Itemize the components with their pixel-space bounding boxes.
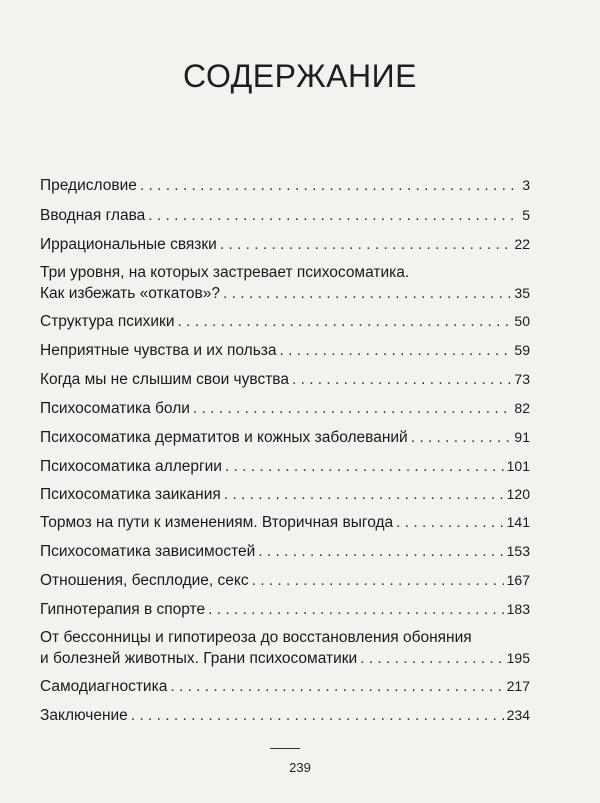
toc-entry	[40, 205, 530, 226]
toc-entry-title-continued: и болезней животных. Грани психосоматики	[40, 650, 358, 667]
leader-dots	[411, 428, 512, 448]
toc-entry	[40, 175, 530, 196]
leader-dots	[193, 399, 512, 419]
toc-entry	[40, 369, 530, 390]
leader-dots	[360, 649, 503, 669]
toc-entry	[40, 599, 530, 620]
toc-entry-title: Гипнотерапия в спорте	[40, 601, 206, 618]
leader-dots	[252, 571, 504, 591]
toc-entry-page: 141	[506, 514, 530, 530]
toc-entry-page: 195	[506, 650, 530, 666]
toc-entry-title-continued: Как избежать «откатов»?	[40, 285, 221, 302]
toc-entry-page: 3	[522, 177, 530, 193]
toc-entry-page: 59	[514, 342, 530, 358]
leader-dots	[170, 677, 503, 697]
toc-entry-title: Психосоматика дерматитов и кожных заболеваний	[40, 429, 408, 446]
toc-entry-title: Иррациональные связки	[40, 236, 217, 253]
toc-entry	[40, 676, 530, 697]
toc-entry	[40, 570, 530, 591]
toc-entry	[40, 484, 530, 505]
toc-entry-page: 120	[506, 486, 530, 502]
toc-entry-page: 217	[506, 678, 530, 694]
leader-dots	[224, 485, 504, 505]
toc-entry-page: 153	[506, 543, 530, 559]
toc-entry-page: 73	[514, 371, 530, 387]
toc-entry-title: Самодиагностика	[40, 678, 168, 695]
toc-entry-title: Психосоматика зависимостей	[40, 543, 256, 560]
toc-entry	[40, 234, 530, 255]
toc-entry-page: 91	[514, 429, 530, 445]
toc-entry-title: Три уровня, на которых застревает психосоматика.	[40, 264, 410, 281]
toc-entry-page: 22	[514, 236, 530, 252]
toc-entry-title: Психосоматика заикания	[40, 486, 221, 503]
leader-dots	[292, 370, 511, 390]
leader-dots	[178, 312, 512, 332]
toc-entry	[40, 311, 530, 332]
toc-entry-page: 50	[514, 313, 530, 329]
leader-dots	[225, 457, 504, 477]
toc-entry	[40, 263, 530, 304]
toc-entry-page: 82	[514, 400, 530, 416]
toc-entry	[40, 705, 530, 726]
toc-entry	[40, 628, 530, 669]
toc-entry-page: 5	[522, 207, 530, 223]
toc-entry	[40, 340, 530, 361]
toc-entry-title: От бессонницы и гипотиреоза до восстановления обоняния	[40, 629, 472, 646]
toc-entry-title: Неприятные чувства и их польза	[40, 342, 277, 359]
page-number: 239	[289, 760, 311, 775]
leader-dots	[131, 706, 504, 726]
toc-entry	[40, 398, 530, 419]
toc-entry-page: 101	[506, 458, 530, 474]
toc-entry-title: Структура психики	[40, 313, 175, 330]
page-title: СОДЕРЖАНИЕ	[183, 58, 417, 94]
toc-entry-title: Заключение	[40, 707, 128, 724]
toc-entry-page: 35	[514, 285, 530, 301]
leader-dots	[280, 341, 512, 361]
leader-dots	[148, 206, 519, 226]
leader-dots	[396, 513, 504, 533]
toc-entry-title: Отношения, бесплодие, секс	[40, 572, 249, 589]
toc-entry-title: Вводная глава	[40, 207, 146, 224]
toc-entry-page: 183	[506, 601, 530, 617]
footer-divider	[270, 748, 300, 749]
leader-dots	[220, 235, 512, 255]
toc-entry-title: Когда мы не слышим свои чувства	[40, 371, 289, 388]
toc-entry	[40, 541, 530, 562]
leader-dots	[258, 542, 503, 562]
leader-dots	[208, 600, 504, 620]
leader-dots	[223, 284, 511, 304]
toc-entry	[40, 456, 530, 477]
toc-entry-title: Психосоматика боли	[40, 400, 190, 417]
toc-entry-page: 234	[506, 707, 530, 723]
toc-entry	[40, 427, 530, 448]
toc-entry-title: Тормоз на пути к изменениям. Вторичная выгода	[40, 514, 394, 531]
toc-entry-title: Психосоматика аллергии	[40, 458, 222, 475]
toc-entry-title: Предисловие	[40, 177, 137, 194]
leader-dots	[140, 176, 519, 196]
toc-entry-page: 167	[506, 572, 530, 588]
toc-entry	[40, 512, 530, 533]
